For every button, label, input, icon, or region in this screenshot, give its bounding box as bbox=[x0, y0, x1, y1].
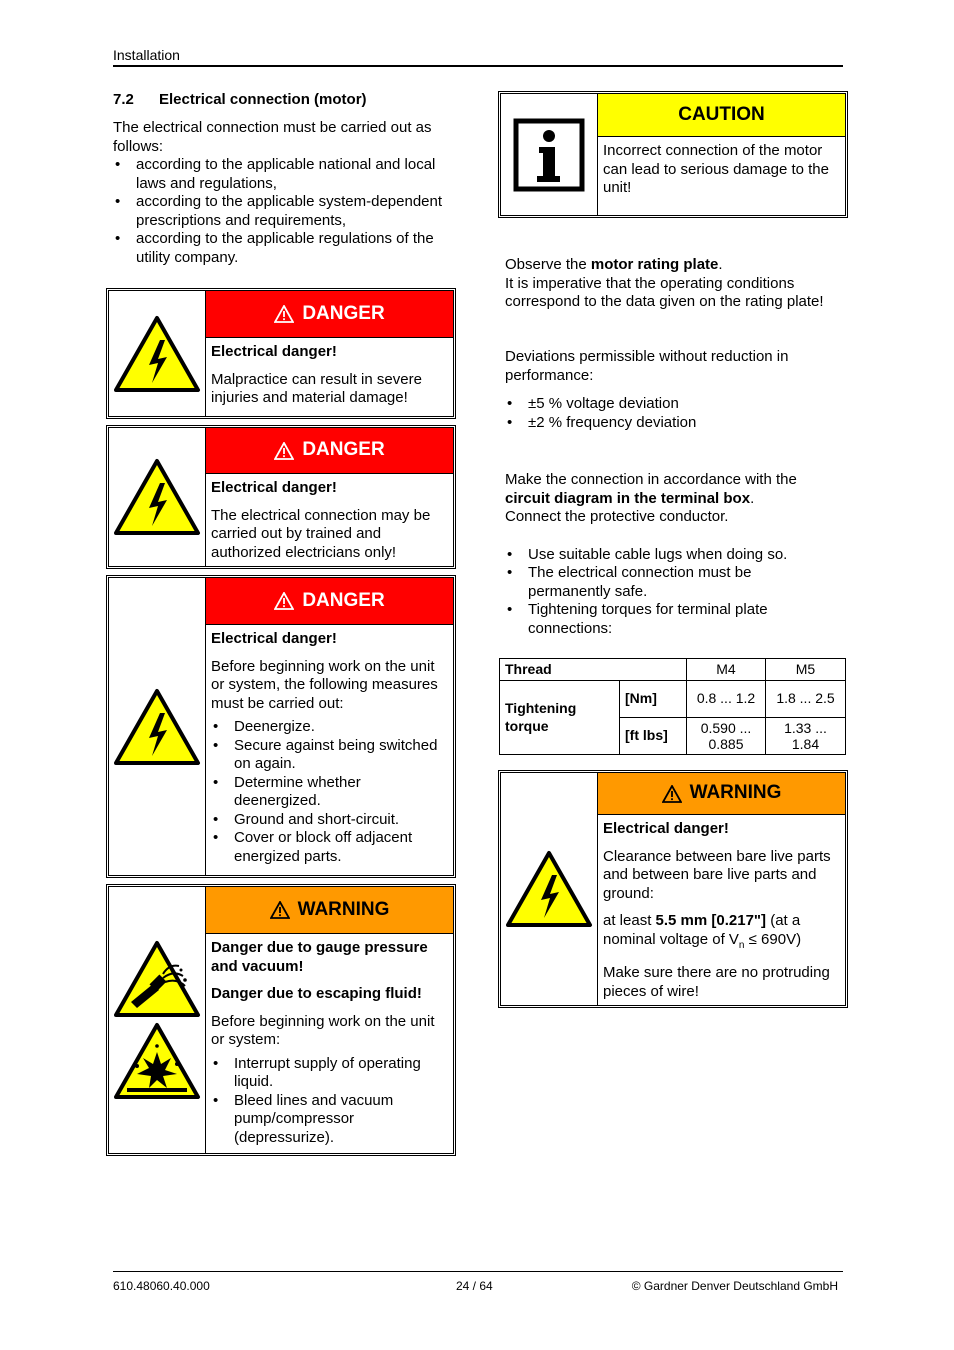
box-text: Before beginning work on the unit or system: bbox=[211, 1012, 435, 1048]
high-voltage-icon bbox=[505, 850, 593, 928]
table-cell: 0.8 ... 1.2 bbox=[687, 680, 766, 717]
rating-text: It is imperative that the operating conditions correspond to the data given on the rating plate! bbox=[505, 274, 824, 310]
rating-pre: Observe the bbox=[505, 256, 591, 273]
section-heading: Electrical connection (motor) bbox=[159, 91, 367, 108]
list-item: • Deenergize. bbox=[211, 718, 449, 737]
deviations-list bbox=[505, 395, 825, 432]
banner-label: WARNING bbox=[689, 782, 782, 804]
table-row-label: Tightening torque bbox=[500, 680, 620, 754]
clearance-value: 5.5 mm [0.217"] bbox=[655, 912, 767, 929]
box-heading: Electrical danger! bbox=[211, 630, 337, 647]
list-item: • The electrical connection must be permanently safe. bbox=[505, 564, 805, 601]
banner-label: DANGER bbox=[302, 302, 385, 324]
table-unit-cell: [ft lbs] bbox=[620, 717, 687, 754]
clearance-text bbox=[603, 912, 841, 955]
list-item: • Tightening torques for terminal plate connections: bbox=[505, 601, 805, 638]
banner-label: DANGER bbox=[302, 439, 385, 461]
table-header-cell: M4 bbox=[687, 659, 766, 681]
header-rule bbox=[113, 65, 843, 67]
box-heading: Electrical danger! bbox=[211, 343, 337, 360]
warning-box-1 bbox=[106, 884, 456, 1156]
table-header-cell: Thread bbox=[500, 659, 687, 681]
banner-label: DANGER bbox=[302, 589, 385, 611]
table-cell: 1.33 ... 1.84 bbox=[766, 717, 846, 754]
list-item: • according to the applicable national and local laws and regulations, bbox=[113, 156, 448, 193]
connection-block bbox=[505, 471, 825, 638]
clearance-post: ≤ 690V) bbox=[744, 930, 802, 948]
box-text: Before beginning work on the unit or system, the following measures must be carried out: bbox=[211, 657, 438, 712]
danger-box-1 bbox=[106, 288, 456, 419]
measures-list bbox=[211, 1055, 449, 1148]
danger-box-2 bbox=[106, 425, 456, 569]
warning-triangle-icon bbox=[274, 305, 294, 323]
box-heading: Electrical danger! bbox=[211, 479, 337, 496]
rating-plate-block bbox=[505, 256, 825, 312]
box-heading: Electrical danger! bbox=[603, 820, 729, 837]
list-item: • Ground and short-circuit. bbox=[211, 811, 449, 830]
table-cell: 0.590 ... 0.885 bbox=[687, 717, 766, 754]
rating-strong: motor rating plate bbox=[590, 256, 719, 273]
box-text: Incorrect connection of the motor can lead to serious damage to the unit! bbox=[603, 142, 829, 196]
footer-doc-number: 610.48060.40.000 bbox=[113, 1279, 210, 1293]
box-text: Clearance between bare live parts and between bare live parts and ground: bbox=[603, 847, 831, 902]
connection-list bbox=[505, 546, 805, 639]
danger-box-3 bbox=[106, 575, 456, 878]
banner-label: WARNING bbox=[297, 898, 390, 920]
table-row bbox=[500, 659, 846, 681]
warning-triangle-icon bbox=[274, 442, 294, 460]
danger-banner bbox=[206, 291, 453, 338]
caution-box bbox=[498, 91, 848, 218]
connection-text: Connect the protective conductor. bbox=[505, 508, 729, 525]
clearance-subscript: n bbox=[738, 939, 745, 951]
caution-banner bbox=[598, 94, 845, 137]
list-item: • Use suitable cable lugs when doing so. bbox=[505, 546, 805, 565]
list-item: • Determine whether deenergized. bbox=[211, 774, 449, 811]
list-item: • according to the applicable system-dependent prescriptions and requirements, bbox=[113, 193, 448, 230]
warning-banner bbox=[206, 887, 453, 934]
warning-box-2 bbox=[498, 770, 848, 1008]
connection-strong: circuit diagram in the terminal box bbox=[505, 489, 751, 507]
running-header: Installation bbox=[113, 47, 180, 63]
torque-table bbox=[499, 658, 846, 755]
list-item: • ±5 % voltage deviation bbox=[505, 395, 825, 414]
table-row bbox=[500, 680, 846, 717]
section-number: 7.2 bbox=[113, 91, 134, 108]
deviations-block bbox=[505, 348, 825, 432]
footer-copyright: © Gardner Denver Deutschland GmbH bbox=[631, 1279, 838, 1293]
danger-banner bbox=[206, 578, 453, 625]
danger-banner bbox=[206, 428, 453, 474]
deviations-lead: Deviations permissible without reduction in performance: bbox=[505, 348, 789, 384]
information-icon bbox=[513, 118, 585, 192]
warning-triangle-icon bbox=[274, 592, 294, 610]
high-voltage-icon bbox=[113, 315, 201, 393]
table-cell: 1.8 ... 2.5 bbox=[766, 680, 846, 717]
rating-post: . bbox=[718, 256, 723, 273]
high-voltage-icon bbox=[113, 688, 201, 766]
list-item: • Cover or block off adjacent energized parts. bbox=[211, 829, 449, 866]
box-text: Make sure there are no protruding pieces of wire! bbox=[603, 964, 830, 1000]
clearance-pre: at least bbox=[603, 912, 656, 929]
list-item: • according to the applicable regulations of the utility company. bbox=[113, 230, 448, 267]
connection-post: . bbox=[750, 489, 755, 507]
table-header-cell: M5 bbox=[766, 659, 846, 681]
clearance-mid: (at a nominal voltage of V bbox=[603, 912, 801, 948]
measures-list bbox=[211, 718, 449, 866]
banner-label: CAUTION bbox=[678, 103, 765, 125]
explosion-icon bbox=[113, 1022, 201, 1100]
list-item: • Interrupt supply of operating liquid. bbox=[211, 1055, 449, 1092]
list-item: • ±2 % frequency deviation bbox=[505, 414, 825, 433]
high-voltage-icon bbox=[113, 458, 201, 536]
box-text: Malpractice can result in severe injuries and material damage! bbox=[211, 370, 422, 406]
list-item: • Bleed lines and vacuum pump/compressor (depressurize). bbox=[211, 1092, 449, 1148]
intro-block bbox=[113, 119, 448, 267]
box-heading: Danger due to escaping fluid! bbox=[211, 985, 422, 1002]
footer-page-number: 24 / 64 bbox=[456, 1279, 493, 1293]
warning-triangle-icon bbox=[662, 785, 682, 803]
footer-rule bbox=[113, 1271, 843, 1272]
warning-triangle-icon bbox=[270, 901, 290, 919]
list-item: • Secure against being switched on again. bbox=[211, 737, 449, 774]
intro-list bbox=[113, 156, 448, 267]
escaping-fluid-icon bbox=[113, 940, 201, 1018]
connection-pre: Make the connection in accordance with the bbox=[505, 471, 797, 488]
table-unit-cell: [Nm] bbox=[620, 680, 687, 717]
intro-lead: The electrical connection must be carried out as follows: bbox=[113, 119, 432, 155]
box-text: The electrical connection may be carried out by trained and authorized electricians only! bbox=[211, 506, 431, 561]
warning-banner bbox=[598, 773, 845, 815]
box-heading: Danger due to gauge pressure and vacuum! bbox=[211, 939, 428, 975]
section-title bbox=[113, 91, 367, 110]
